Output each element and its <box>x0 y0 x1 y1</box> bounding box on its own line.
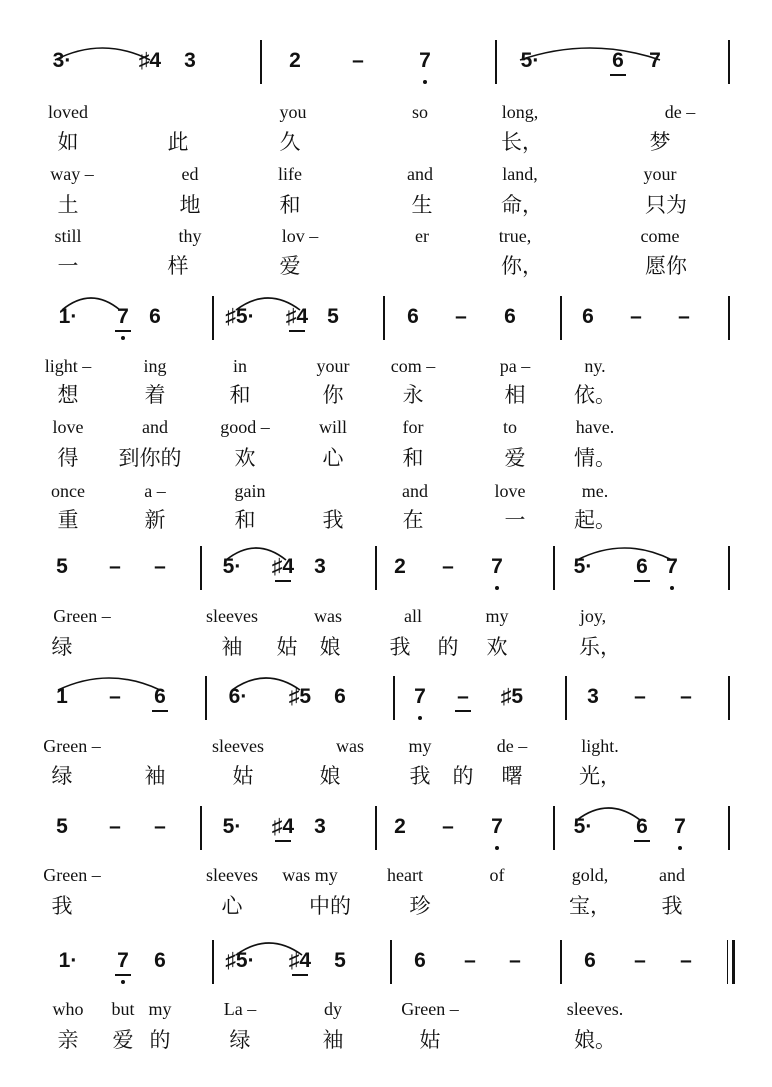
note: 3 <box>587 685 599 708</box>
note: ♯5 <box>500 685 524 708</box>
note: 3 <box>314 815 326 838</box>
lyric-en: gold, <box>571 865 609 885</box>
lyric-zh: 绿 <box>229 1028 251 1052</box>
lyric-en: dy <box>324 999 342 1019</box>
lyric-en: my <box>148 999 172 1019</box>
note: 5 <box>327 305 339 328</box>
note: 2 <box>289 49 301 72</box>
lyric-zh: 我 <box>409 764 431 788</box>
lyric-zh: 爱 <box>112 1028 134 1052</box>
lyric-zh: 袖 <box>144 764 166 788</box>
note: 5· <box>573 815 593 838</box>
octave-dot <box>495 846 499 850</box>
bar-line <box>565 676 567 720</box>
bar-line <box>375 806 377 850</box>
lyric-en: was my <box>282 865 338 885</box>
note: ♯4 <box>271 815 295 838</box>
lyric-zh: 永 <box>402 383 424 407</box>
lyric-zh: 和 <box>402 446 424 470</box>
note: – <box>634 685 646 708</box>
bar-line <box>200 806 202 850</box>
note: 7 <box>419 49 431 72</box>
lyric-zh: 姑 <box>419 1028 441 1052</box>
note: – <box>154 555 166 578</box>
lyric-zh: 地 <box>179 193 201 217</box>
lyric-zh: 我 <box>51 894 73 918</box>
lyric-zh: 得 <box>57 446 79 470</box>
lyric-zh: 的 <box>149 1028 171 1052</box>
note: 7 <box>491 555 503 578</box>
lyric-en: lov – <box>281 226 319 246</box>
note: – <box>464 949 476 972</box>
bar-line <box>212 296 214 340</box>
note: – <box>442 555 454 578</box>
lyric-en: all <box>404 606 422 626</box>
note: – <box>630 305 642 328</box>
note: ♯5· <box>225 305 255 328</box>
lyric-en: still <box>54 226 82 246</box>
lyric-zh: 样 <box>167 254 189 278</box>
lyric-zh: 心 <box>322 446 344 470</box>
bar-line <box>728 546 730 590</box>
note: – <box>509 949 521 972</box>
lyric-zh: 梦 <box>649 130 671 154</box>
lyric-zh: 想 <box>57 383 79 407</box>
note: ♯4 <box>288 949 312 972</box>
lyric-en: light – <box>44 356 92 376</box>
lyric-en: pa – <box>499 356 531 376</box>
note: 5· <box>222 555 242 578</box>
note: 2 <box>394 555 406 578</box>
slur <box>520 48 660 60</box>
lyric-zh: 光， <box>579 764 621 788</box>
bar-line <box>212 940 214 984</box>
lyric-en: my <box>408 736 432 756</box>
note: 7 <box>649 49 661 72</box>
note: – <box>634 949 646 972</box>
note: 5· <box>520 49 540 72</box>
duration-underline <box>634 840 650 842</box>
note: – <box>352 49 364 72</box>
note: 6 <box>636 815 648 838</box>
lyric-zh: 如 <box>57 130 79 154</box>
lyric-zh: 娘。 <box>574 1028 616 1052</box>
lyric-zh: 愿你 <box>645 254 687 278</box>
lyric-zh: 久 <box>279 130 301 154</box>
lyric-zh: 和 <box>279 193 301 217</box>
lyric-en: er <box>415 226 429 246</box>
final-bar-line <box>727 940 728 984</box>
lyric-zh: 和 <box>234 508 256 532</box>
note: 7 <box>117 949 129 972</box>
lyric-en: love <box>494 481 526 501</box>
duration-underline <box>275 580 291 582</box>
bar-line <box>390 940 392 984</box>
note: 6 <box>149 305 161 328</box>
lyric-zh: 土 <box>57 193 79 217</box>
octave-dot <box>121 980 125 984</box>
lyric-en: who <box>52 999 84 1019</box>
lyric-en: and <box>407 164 433 184</box>
lyric-zh: 姑 <box>276 635 298 659</box>
lyric-en: a – <box>144 481 166 501</box>
note: 6 <box>584 949 596 972</box>
lyric-en: was <box>336 736 364 756</box>
lyric-en: La – <box>223 999 257 1019</box>
lyric-en: loved <box>48 102 88 122</box>
lyric-en: de – <box>664 102 696 122</box>
lyric-en: ed <box>181 164 199 184</box>
lyric-zh: 你， <box>501 254 543 278</box>
note: – <box>109 555 121 578</box>
lyric-en: com – <box>390 356 436 376</box>
bar-line <box>375 546 377 590</box>
lyric-en: sleeves <box>206 865 258 885</box>
duration-underline <box>115 974 131 976</box>
lyric-en: sleeves <box>212 736 264 756</box>
lyric-zh: 和 <box>229 383 251 407</box>
lyric-en: you <box>279 102 307 122</box>
lyric-en: come <box>640 226 680 246</box>
duration-underline <box>292 974 308 976</box>
lyric-en: sleeves. <box>566 999 624 1019</box>
note: 1· <box>58 305 78 328</box>
bar-line <box>383 296 385 340</box>
lyric-zh: 着 <box>144 383 166 407</box>
lyric-en: land, <box>502 164 538 184</box>
note: 5 <box>334 949 346 972</box>
lyric-en: sleeves <box>206 606 258 626</box>
note: 6 <box>504 305 516 328</box>
note: 6 <box>407 305 419 328</box>
bar-line <box>260 40 262 84</box>
lyric-en: and <box>402 481 428 501</box>
duration-underline <box>634 580 650 582</box>
lyric-zh: 生 <box>411 193 433 217</box>
note: 7 <box>491 815 503 838</box>
lyric-en: so <box>411 102 429 122</box>
lyric-zh: 爱 <box>279 254 301 278</box>
note: – <box>678 305 690 328</box>
lyric-zh: 绿 <box>51 764 73 788</box>
lyric-en: way – <box>50 164 94 184</box>
lyric-en: true, <box>498 226 532 246</box>
note: – <box>680 685 692 708</box>
lyric-en: ny. <box>584 356 606 376</box>
note: ♯5· <box>225 949 255 972</box>
lyric-zh: 此 <box>167 130 189 154</box>
lyric-en: to <box>502 417 518 437</box>
duration-underline <box>275 840 291 842</box>
note: 6 <box>612 49 624 72</box>
lyric-en: your <box>643 164 677 184</box>
bar-line <box>728 676 730 720</box>
octave-dot <box>670 586 674 590</box>
lyric-zh: 只为 <box>645 193 687 217</box>
lyric-en: Green – <box>43 736 101 756</box>
lyric-zh: 欢 <box>234 446 256 470</box>
lyric-en: your <box>316 356 350 376</box>
lyric-zh: 娘 <box>319 635 341 659</box>
lyric-zh: 娘 <box>319 764 341 788</box>
note: 5· <box>573 555 593 578</box>
lyric-zh: 袖 <box>322 1028 344 1052</box>
note: 7 <box>666 555 678 578</box>
lyric-zh: 宝， <box>569 894 611 918</box>
duration-underline <box>115 330 131 332</box>
note: ♯4 <box>138 49 162 72</box>
lyric-en: in <box>232 356 248 376</box>
lyric-zh: 袖 <box>221 635 243 659</box>
lyric-zh: 中的 <box>309 894 351 918</box>
bar-line <box>560 940 562 984</box>
lyric-zh: 我 <box>389 635 411 659</box>
lyric-en: me. <box>581 481 609 501</box>
note: – <box>457 685 469 708</box>
lyric-en: long, <box>501 102 539 122</box>
bar-line <box>728 296 730 340</box>
note: 6 <box>154 685 166 708</box>
lyric-en: joy, <box>579 606 607 626</box>
note: 2 <box>394 815 406 838</box>
note: 3· <box>52 49 72 72</box>
duration-underline <box>152 710 168 712</box>
note: – <box>154 815 166 838</box>
lyric-zh: 你 <box>322 383 344 407</box>
lyric-zh: 起。 <box>574 508 616 532</box>
lyric-en: for <box>402 417 424 437</box>
octave-dot <box>423 80 427 84</box>
bar-line <box>560 296 562 340</box>
lyric-zh: 我 <box>322 508 344 532</box>
note: – <box>109 815 121 838</box>
lyric-zh: 我 <box>661 894 683 918</box>
note: 6 <box>582 305 594 328</box>
lyric-en: and <box>659 865 685 885</box>
lyric-zh: 情。 <box>574 446 616 470</box>
note: – <box>442 815 454 838</box>
lyric-en: will <box>318 417 348 437</box>
lyric-zh: 的 <box>452 764 474 788</box>
note: ♯4 <box>285 305 309 328</box>
lyric-zh: 爱 <box>504 446 526 470</box>
lyric-zh: 乐， <box>579 635 621 659</box>
lyric-en: ing <box>143 356 167 376</box>
lyric-en: of <box>489 865 505 885</box>
lyric-en: Green – <box>53 606 111 626</box>
lyric-en: but <box>111 999 135 1019</box>
lyric-zh: 依。 <box>574 383 616 407</box>
note: 6· <box>228 685 248 708</box>
note: 1 <box>56 685 68 708</box>
lyric-zh: 相 <box>504 383 526 407</box>
lyric-zh: 欢 <box>486 635 508 659</box>
note: 7 <box>414 685 426 708</box>
octave-dot <box>495 586 499 590</box>
lyric-zh: 新 <box>144 508 166 532</box>
note: – <box>109 685 121 708</box>
lyric-en: thy <box>178 226 202 246</box>
lyric-en: Green – <box>401 999 459 1019</box>
bar-line <box>553 806 555 850</box>
lyric-en: life <box>278 164 302 184</box>
duration-underline <box>289 330 305 332</box>
lyric-zh: 命， <box>501 193 543 217</box>
lyric-zh: 重 <box>57 508 79 532</box>
lyric-zh: 绿 <box>51 635 73 659</box>
note: 6 <box>636 555 648 578</box>
note: – <box>455 305 467 328</box>
lyric-en: my <box>485 606 509 626</box>
note: 7 <box>674 815 686 838</box>
lyric-zh: 的 <box>437 635 459 659</box>
lyric-en: light. <box>581 736 619 756</box>
bar-line <box>200 546 202 590</box>
bar-line <box>495 40 497 84</box>
note: 1· <box>58 949 78 972</box>
lyric-zh: 一 <box>57 254 79 278</box>
octave-dot <box>121 336 125 340</box>
duration-underline <box>610 74 626 76</box>
lyric-en: heart <box>387 865 423 885</box>
note: 6 <box>414 949 426 972</box>
lyric-en: was <box>314 606 342 626</box>
lyric-zh: 姑 <box>232 764 254 788</box>
bar-line <box>728 806 730 850</box>
bar-line <box>393 676 395 720</box>
note: – <box>680 949 692 972</box>
lyric-en: Green – <box>43 865 101 885</box>
note: ♯4 <box>271 555 295 578</box>
lyric-zh: 曙 <box>501 764 523 788</box>
lyric-en: gain <box>234 481 266 501</box>
lyric-en: once <box>51 481 85 501</box>
note: 6 <box>334 685 346 708</box>
lyric-zh: 到你的 <box>118 446 182 470</box>
octave-dot <box>678 846 682 850</box>
lyric-zh: 在 <box>402 508 424 532</box>
lyric-en: good – <box>220 417 270 437</box>
note: 5· <box>222 815 242 838</box>
note: 7 <box>117 305 129 328</box>
bar-line <box>728 40 730 84</box>
final-bar-line <box>732 940 735 984</box>
lyric-zh: 珍 <box>409 894 431 918</box>
lyric-en: love <box>52 417 84 437</box>
lyric-zh: 亲 <box>57 1028 79 1052</box>
note: 5 <box>56 555 68 578</box>
lyric-zh: 心 <box>221 894 243 918</box>
note: 6 <box>154 949 166 972</box>
note: 3 <box>314 555 326 578</box>
lyric-en: and <box>142 417 168 437</box>
note: 5 <box>56 815 68 838</box>
bar-line <box>553 546 555 590</box>
octave-dot <box>418 716 422 720</box>
duration-underline <box>455 710 471 712</box>
lyric-en: de – <box>496 736 528 756</box>
lyric-zh: 一 <box>504 508 526 532</box>
note: ♯5 <box>288 685 312 708</box>
lyric-zh: 长， <box>501 130 543 154</box>
note: 3 <box>184 49 196 72</box>
bar-line <box>205 676 207 720</box>
lyric-en: have. <box>575 417 615 437</box>
